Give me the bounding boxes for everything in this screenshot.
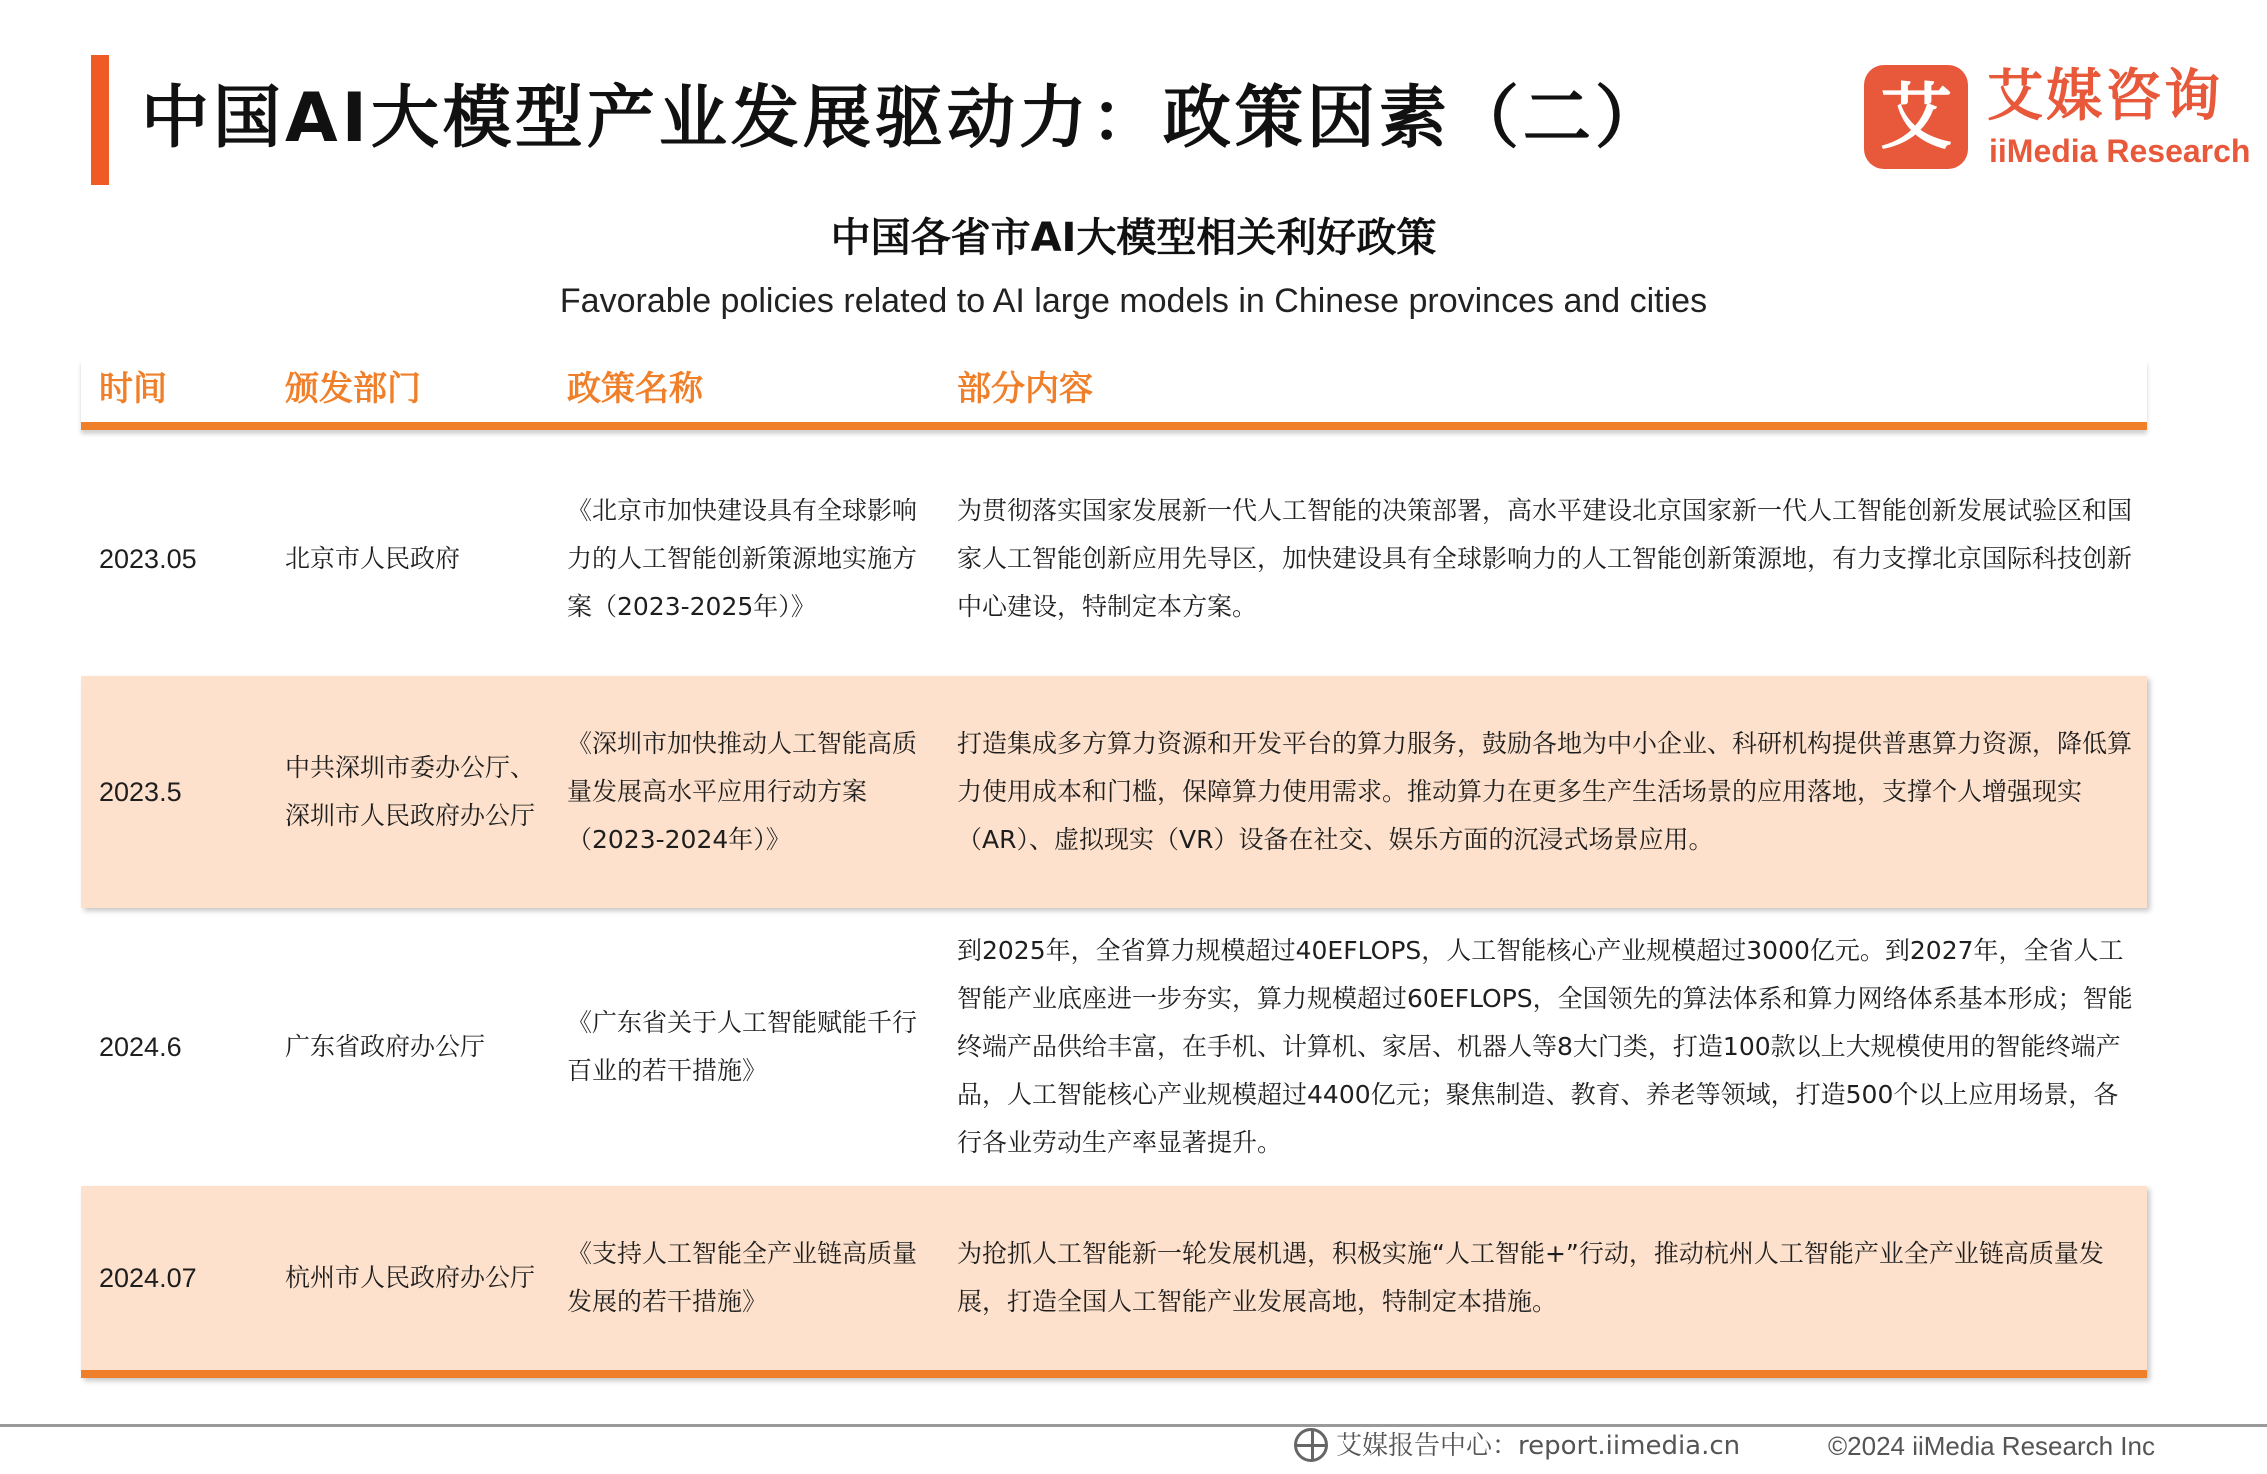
footer-copyright: ©2024 iiMedia Research Inc — [1828, 1431, 2155, 1461]
row-department: 中共深圳市委办公厅、深圳市人民政府办公厅 — [285, 753, 536, 830]
column-header-time: 时间 — [99, 369, 167, 409]
logo-name-en: iiMedia Research — [1989, 133, 2251, 169]
row-policy-name: 《支持人工智能全产业链高质量发展的若干措施》 — [567, 1239, 918, 1316]
footer-source: 艾媒报告中心：report.iimedia.cn — [1336, 1431, 1741, 1461]
table-row — [81, 908, 2147, 1186]
logo-mark-icon: 艾 — [1864, 65, 1968, 169]
table-row — [81, 676, 2147, 908]
row-content: 到2025年，全省算力规模超过40EFLOPS，人工智能核心产业规模超过3000亿元。到2027年，全省人工智能产业底座进一步夯实，算力规模超过60EFLOPS，全国领先的算法体系和算力网络体系基本形成；智能终端产品供给丰富，在手机、计算机、家居、机器人等8大门类，打造100款以上大规模使用的智能终端产品，人工智能核心产业规模超过4400亿元；聚焦制造、教育、养老等领域，打造500个以上应用场景，各行各业劳动生产率显著提升。 — [957, 936, 2133, 1157]
table-row — [81, 442, 2147, 676]
row-time: 2023.05 — [99, 544, 197, 574]
column-header-policy-name: 政策名称 — [567, 369, 703, 409]
brand-logo — [1864, 63, 2251, 173]
row-content: 为抢抓人工智能新一轮发展机遇，积极实施“人工智能+”行动，推动杭州人工智能产业全产业链高质量发展，打造全国人工智能产业发展高地，特制定本措施。 — [957, 1239, 2104, 1316]
row-time: 2024.6 — [99, 1032, 182, 1062]
table-row — [81, 1186, 2147, 1378]
page-title: 中国AI大模型产业发展驱动力：政策因素（二） — [141, 79, 1667, 158]
policy-table — [81, 360, 2147, 1378]
table-title-en: Favorable policies related to AI large models in Chinese provinces and cities — [559, 282, 1708, 320]
row-content: 为贯彻落实国家发展新一代人工智能的决策部署，高水平建设北京国家新一代人工智能创新发展试验区和国家人工智能创新应用先导区，加快建设具有全球影响力的人工智能创新策源地，有力支撑北京国际科技创新中心建设，特制定本方案。 — [957, 496, 2133, 621]
row-policy-name: 《北京市加快建设具有全球影响力的人工智能创新策源地实施方案（2023-2025年）》 — [567, 496, 918, 621]
globe-icon — [1294, 1428, 1328, 1462]
title-accent-bar — [91, 55, 109, 185]
column-header-content: 部分内容 — [957, 369, 1093, 409]
row-time: 2023.5 — [99, 777, 182, 807]
table-title-cn: 中国各省市AI大模型相关利好政策 — [830, 215, 1437, 261]
row-policy-name: 《深圳市加快推动人工智能高质量发展高水平应用行动方案（2023-2024年）》 — [567, 729, 918, 854]
row-department: 北京市人民政府 — [285, 544, 461, 573]
table-header — [81, 360, 2147, 430]
row-time: 2024.07 — [99, 1263, 197, 1293]
row-department: 杭州市人民政府办公厅 — [285, 1263, 536, 1292]
row-policy-name: 《广东省关于人工智能赋能千行百业的若干措施》 — [567, 1008, 918, 1085]
logo-name-cn: 艾媒咨询 — [1987, 64, 2223, 129]
row-content: 打造集成多方算力资源和开发平台的算力服务，鼓励各地为中小企业、科研机构提供普惠算力资源，降低算力使用成本和门槛，保障算力使用需求。推动算力在更多生产生活场景的应用落地，支撑个人增强现实（AR）、虚拟现实（VR）设备在社交、娱乐方面的沉浸式场景应用。 — [957, 729, 2133, 854]
column-header-department: 颁发部门 — [285, 369, 421, 409]
row-department: 广东省政府办公厅 — [285, 1032, 486, 1061]
